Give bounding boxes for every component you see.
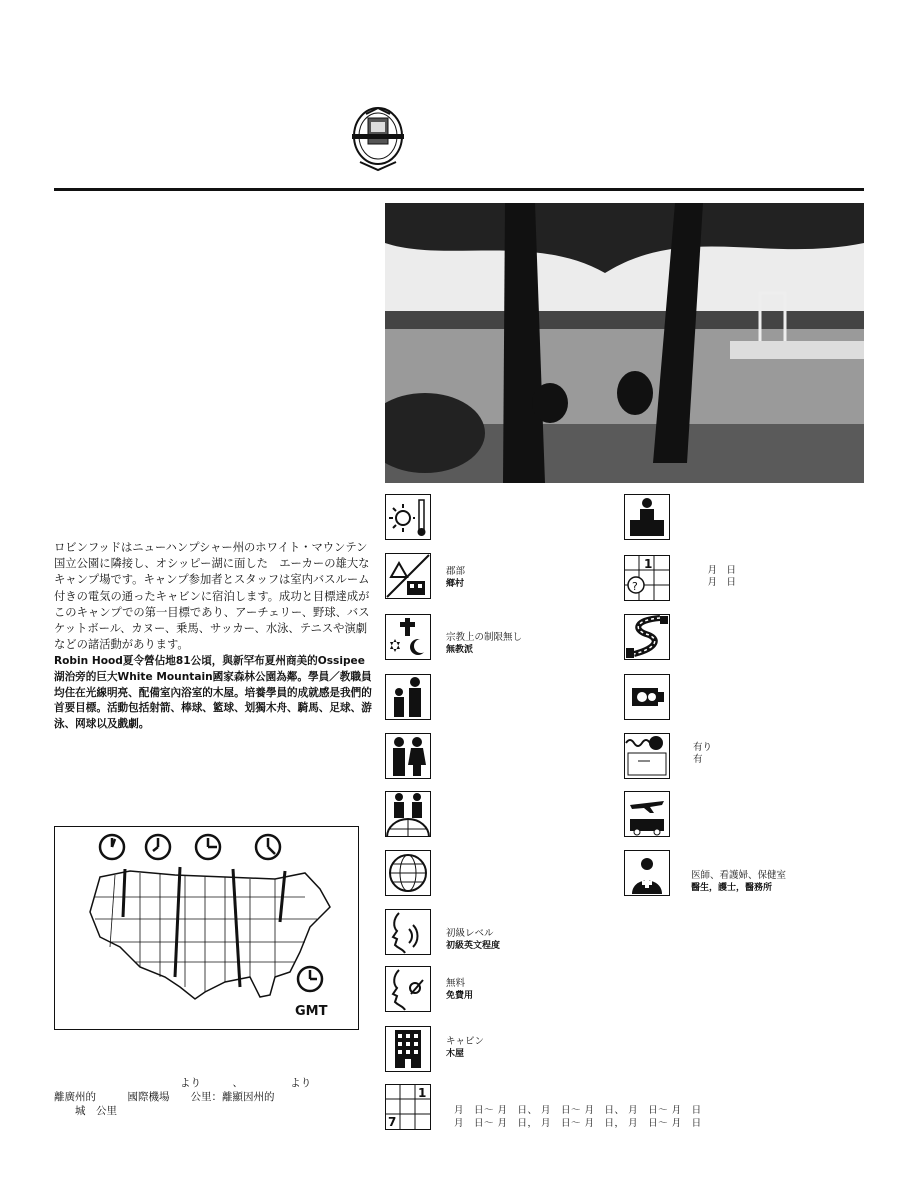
- laundry-icon: [624, 733, 670, 779]
- director-icon: [624, 494, 670, 540]
- time-zone-map: [54, 826, 359, 1030]
- distance-info: [54, 1076, 354, 1118]
- us-map-graphic: [55, 827, 358, 1029]
- housing-ja: キャビン: [446, 1036, 485, 1047]
- english-label: [446, 928, 500, 952]
- fee-icon: [385, 966, 431, 1012]
- medical-ja: 医師、看護婦、保健室: [691, 870, 787, 881]
- religion-zh: 無教派: [446, 645, 474, 655]
- religion-label: [446, 632, 522, 656]
- laundry-zh: 有: [693, 754, 703, 765]
- dates-line-1: 月 日～ 月 日、 月 日～ 月 日、 月 日～ 月 日: [454, 1105, 702, 1116]
- housing-zh: 木屋: [446, 1049, 465, 1059]
- international-icon: [385, 791, 431, 837]
- header-rule: [54, 188, 864, 191]
- svg-text:?: ?: [632, 580, 638, 593]
- gender-icon: [385, 733, 431, 779]
- world-icon: [385, 850, 431, 896]
- medical-zh: 醫生，護士，醫務所: [691, 883, 773, 893]
- religion-icon: [385, 614, 431, 660]
- fee-ja: 無料: [446, 978, 466, 989]
- session-label: [698, 565, 736, 589]
- climate-icon: [385, 494, 431, 540]
- session-ja: 月 日: [698, 565, 737, 576]
- transport-icon: [624, 791, 670, 837]
- housing-label: [446, 1036, 484, 1060]
- road-icon: [624, 614, 670, 660]
- distance-line-2: 離廣州的 國際機場 公里：離顯因州的: [54, 1091, 275, 1103]
- camera-icon: [624, 674, 670, 720]
- calendar-icon: [385, 1084, 431, 1130]
- camp-description-zh: Robin Hood夏令營佔地81公頃，與新罕布夏州商美的Ossipee湖治旁的巨大White Mountain國家森林公園為鄰。學員／教職員均住在光線明亮、配備室內浴室的木屋。培養學員的成就感是我們的首要目標。活動包括射箭、棒球、籃球、划獨木舟、騎馬、足球、游泳、网球以及戲劇。: [54, 655, 372, 731]
- gmt-label: GMT: [295, 1004, 328, 1019]
- svg-text:1: 1: [644, 557, 653, 571]
- fee-zh: 免費用: [446, 991, 474, 1001]
- setting-label: [446, 566, 465, 590]
- setting-zh: 鄉村: [446, 579, 465, 589]
- camp-crest-logo: [348, 104, 408, 174]
- session-dates: [454, 1104, 702, 1130]
- laundry-label: [693, 742, 712, 766]
- laundry-ja: 有り: [693, 742, 713, 753]
- session-zh: 月 日: [698, 577, 737, 588]
- setting-ja: 郡部: [446, 566, 466, 577]
- campers-age-icon: [385, 674, 431, 720]
- religion-ja: 宗教上の制限無し: [446, 632, 523, 643]
- svg-text:1: 1: [418, 1086, 427, 1100]
- distance-line-3: 城 公里: [54, 1105, 117, 1117]
- medical-label: [691, 870, 786, 894]
- english-icon: [385, 909, 431, 955]
- english-zh: 初級英文程度: [446, 941, 501, 951]
- session-calendar-icon: [624, 555, 670, 601]
- setting-icon: [385, 553, 431, 599]
- housing-icon: [385, 1026, 431, 1072]
- dates-line-2: 月 日～ 月 日， 月 日～ 月 日， 月 日～ 月 日: [454, 1118, 702, 1129]
- medical-icon: [624, 850, 670, 896]
- distance-line-1: より 、 より: [54, 1077, 312, 1089]
- lake-photo: [385, 203, 864, 483]
- camp-description-ja: ロビンフッドはニューハンプシャー州のホワイト・マウンテン国立公園に隣接し、オシッピー湖に面した エーカーの雄大なキャンプ場です。キャンプ参加者とスタッフは室内バスルーム付きの電気の通ったキャビンに宿泊します。成功と目標達成がこのキャンプでの第一目標であり、アーチェリー、野球、バスケットボール、カヌー、乗馬、サッカー、水泳、テニスや演劇などの諸活動があります。: [54, 541, 370, 652]
- fee-label: [446, 978, 473, 1002]
- english-ja: 初級レベル: [446, 928, 494, 939]
- svg-text:7: 7: [388, 1115, 397, 1129]
